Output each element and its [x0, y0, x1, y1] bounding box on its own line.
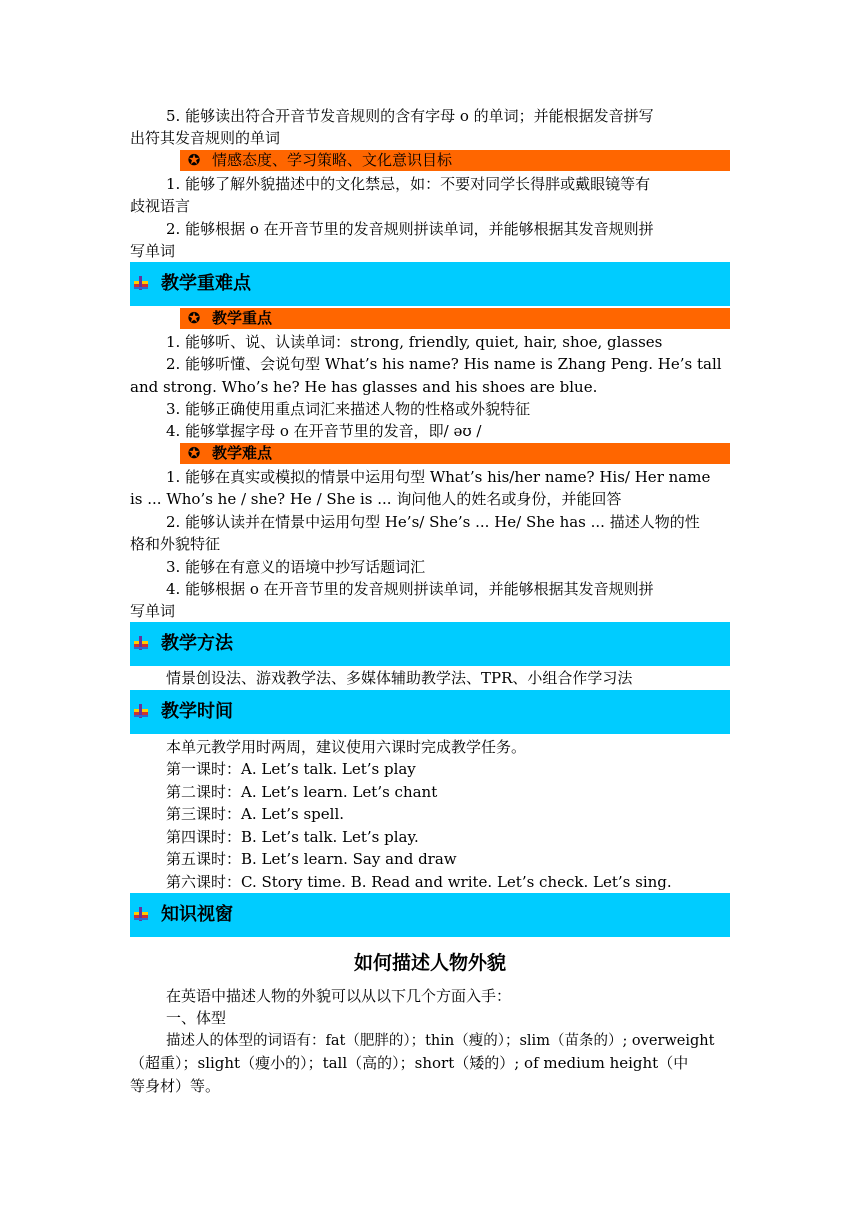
- difficult-2-line2: 格和外貌特征: [130, 535, 221, 553]
- lesson-4: 第四课时：B. Let’s talk. Let’s play.: [166, 828, 419, 846]
- difficult-points-bar: [180, 443, 730, 464]
- methods-text: 情景创设法、游戏教学法、多媒体辅助教学法、TPR、小组合作学习法: [166, 669, 633, 687]
- book-stack-icon: [133, 275, 149, 291]
- lesson-2: 第二课时：A. Let’s learn. Let’s chant: [166, 783, 438, 801]
- objective-5-line1: 5. 能够读出符合开音节发音规则的含有字母 o 的单词；并能根据发音拼写: [166, 107, 654, 125]
- lesson-1: 第一课时：A. Let’s talk. Let’s play: [166, 760, 416, 778]
- emotion-1-line2: 歧视语言: [130, 197, 191, 215]
- difficult-4-line2: 写单词: [130, 602, 176, 620]
- section-key-difficult: [130, 262, 730, 306]
- key-2-line2: and strong. Who’s he? He has glasses and his shoes are blue.: [130, 378, 598, 396]
- star-circle-icon: ✪: [187, 309, 201, 327]
- lesson-6: 第六课时：C. Story time. B. Read and write. Let’s check. Let’s sing.: [166, 873, 672, 891]
- book-stack-icon: [133, 635, 149, 651]
- lesson-3: 第三课时：A. Let’s spell.: [166, 805, 345, 823]
- book-stack-icon: [133, 703, 149, 719]
- section-time-title: 教学时间: [161, 701, 233, 722]
- section-methods: [130, 622, 730, 666]
- key-3: 3. 能够正确使用重点词汇来描述人物的性格或外貌特征: [166, 400, 531, 418]
- attitude-objectives-bar: [180, 150, 730, 171]
- emotion-1-line1: 1. 能够了解外貌描述中的文化禁忌，如：不要对同学长得胖或戴眼镜等有: [166, 175, 651, 193]
- emotion-2-line2: 写单词: [130, 242, 176, 260]
- section-knowledge-window-title: 知识视窗: [161, 904, 233, 925]
- appearance-heading-body: 一、体型: [166, 1009, 227, 1027]
- time-intro: 本单元教学用时两周，建议使用六课时完成教学任务。: [166, 738, 527, 756]
- section-methods-title: 教学方法: [161, 633, 233, 654]
- difficult-3: 3. 能够在有意义的语境中抄写话题词汇: [166, 558, 426, 576]
- key-points-label: 教学重点: [212, 309, 273, 327]
- difficult-1-line1: 1. 能够在真实或模拟的情景中运用句型 What’s his/her name? His/ Her name: [166, 468, 711, 486]
- section-time: [130, 690, 730, 734]
- emotion-2-line1: 2. 能够根据 o 在开音节里的发音规则拼读单词，并能够根据其发音规则拼: [166, 220, 654, 238]
- section-key-difficult-title: 教学重难点: [161, 273, 251, 294]
- body-words-line1: 描述人的体型的词语有：fat（肥胖的）；thin（瘦的）；slim（苗条的）; overweight: [166, 1033, 715, 1049]
- body-words-line3: 等身材）等。: [130, 1077, 221, 1095]
- section-knowledge-window: [130, 893, 730, 937]
- difficult-4-line1: 4. 能够根据 o 在开音节里的发音规则拼读单词，并能够根据其发音规则拼: [166, 580, 654, 598]
- star-circle-icon: ✪: [187, 444, 201, 462]
- difficult-points-label: 教学难点: [212, 444, 273, 462]
- article-title: 如何描述人物外貌: [353, 952, 506, 974]
- difficult-1-line2: is ... Who’s he / she? He / She is ... 询问他人的姓名或身份，并能回答: [130, 490, 622, 508]
- lesson-5: 第五课时：B. Let’s learn. Say and draw: [166, 850, 457, 868]
- key-1: 1. 能够听、说、认读单词：strong, friendly, quiet, hair, shoe, glasses: [166, 333, 663, 351]
- key-points-bar: [180, 308, 730, 329]
- attitude-objectives-label: 情感态度、学习策略、文化意识目标: [212, 151, 453, 169]
- star-circle-icon: ✪: [187, 151, 201, 169]
- key-2-line1: 2. 能够听懂、会说句型 What’s his name? His name is Zhang Peng. He’s tall: [166, 355, 722, 373]
- book-stack-icon: [133, 906, 149, 922]
- appearance-intro: 在英语中描述人物的外貌可以从以下几个方面入手：: [166, 987, 512, 1005]
- objective-5-line2: 出符其发音规则的单词: [130, 129, 281, 147]
- body-words-line2: （超重）；slight（瘦小的）；tall（高的）；short（矮的）; of medium height（中: [130, 1054, 689, 1072]
- key-4: 4. 能够掌握字母 o 在开音节里的发音，即/ əʊ /: [166, 422, 482, 440]
- difficult-2-line1: 2. 能够认读并在情景中运用句型 He’s/ She’s ... He/ She has ... 描述人物的性: [166, 513, 700, 531]
